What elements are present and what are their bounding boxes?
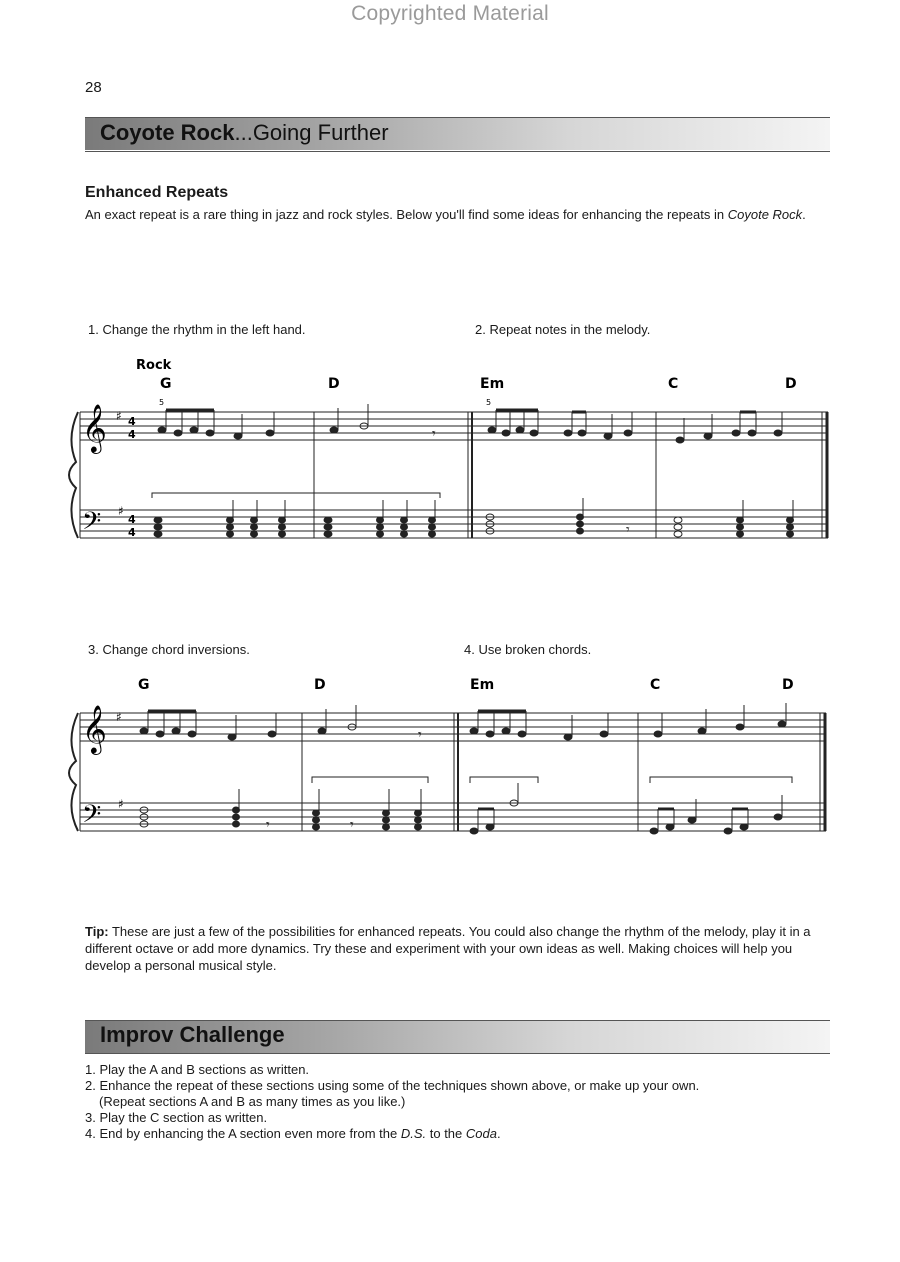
list-item [85, 1094, 825, 1110]
section-title [100, 120, 389, 146]
bass-staff [80, 803, 826, 831]
key-sharp-icon: ♯ [116, 409, 122, 423]
time-signature-bottom: 4 [128, 526, 136, 539]
fingering-number: 5 [486, 398, 492, 407]
barlines [302, 713, 825, 831]
intro-end: . [802, 207, 806, 222]
list-item [85, 1110, 825, 1126]
grand-staff-brace [69, 713, 78, 831]
intro-text: An exact repeat is a rare thing in jazz and rock styles. Below you'll find some ideas for enhancing the repeats in [85, 207, 728, 222]
list-item [85, 1126, 825, 1142]
step-text: (Repeat sections A and B as many times as you like.) [99, 1094, 406, 1109]
chord-symbol: D [328, 376, 340, 392]
banner-rule-top [85, 117, 830, 118]
banner-rule-bottom [85, 1053, 830, 1054]
step-number: 1. [85, 1062, 96, 1077]
enhanced-repeats-heading: Enhanced Repeats [85, 184, 229, 201]
grand-staff-brace [69, 412, 78, 538]
fingering-number: 5 [159, 398, 165, 407]
step-text: End by enhancing the A section even more from the [99, 1126, 401, 1141]
intro-title-italic: Coyote Rock [727, 207, 803, 222]
music-system-2 [60, 665, 840, 860]
chord-symbol: C [668, 376, 679, 392]
improv-challenge-title: Improv Challenge [100, 1022, 285, 1047]
bass-staff [80, 510, 828, 538]
banner-rule-bottom [85, 151, 830, 152]
bracket-line [312, 777, 792, 783]
chord-symbol: Em [470, 677, 495, 693]
tempo-marking: Rock [136, 358, 172, 373]
step-number: 3. [85, 1110, 96, 1125]
chord-symbol: D [785, 376, 797, 392]
banner-rule-top [85, 1020, 830, 1021]
step-text: Play the A and B sections as written. [99, 1062, 310, 1077]
chord-symbol: Em [480, 376, 505, 392]
step-coda-italic: Coda [465, 1126, 497, 1141]
intro-paragraph [85, 206, 825, 223]
example-4-caption: 4. Use broken chords. [464, 642, 592, 657]
section-title-rest: ...Going Further [234, 120, 389, 145]
step-ds-italic: D.S. [400, 1126, 427, 1141]
rest-icon: 𝄾 [418, 727, 422, 743]
tip-paragraph [85, 923, 825, 974]
bass-clef-icon: 𝄢 [82, 800, 102, 835]
list-item [85, 1062, 825, 1078]
example-3-caption: 3. Change chord inversions. [88, 642, 250, 657]
example-1-caption: 1. Change the rhythm in the left hand. [88, 322, 306, 337]
key-sharp-icon: ♯ [118, 504, 124, 518]
rest-icon: 𝄾 [626, 522, 630, 538]
step-text: Play the C section as written. [99, 1110, 268, 1125]
treble-clef-icon: 𝄞 [82, 704, 107, 753]
music-system-1 [60, 350, 840, 560]
chord-symbol: G [160, 376, 172, 392]
example-2-caption: 2. Repeat notes in the melody. [475, 322, 651, 337]
copyright-watermark: Copyrighted Material [351, 2, 549, 25]
chord-symbol: C [650, 677, 661, 693]
list-item [85, 1078, 825, 1094]
step-text: Enhance the repeat of these sections using some of the techniques shown above, or make up your own. [99, 1078, 700, 1093]
treble-clef-icon: 𝄞 [82, 403, 107, 452]
step-number: 2. [85, 1078, 96, 1093]
chord-symbol: G [138, 677, 150, 693]
bass-clef-icon: 𝄢 [82, 507, 102, 542]
chord-symbol: D [314, 677, 326, 693]
step-text-mid: to the [426, 1126, 466, 1141]
rest-icon: 𝄾 [266, 817, 270, 833]
tip-text: These are just a few of the possibilities for enhanced repeats. You could also change the rhythm of the melody, play it in a different octave or add more dynamics. Try these and experiment with your own ideas as well. Making choices will help you develop a personal musical style. [85, 924, 811, 973]
key-sharp-icon: ♯ [118, 797, 124, 811]
treble-staff [80, 412, 828, 440]
section-title-bold: Coyote Rock [100, 120, 235, 145]
step-number: 4. [85, 1126, 96, 1141]
rest-icon: 𝄾 [350, 817, 354, 833]
rest-icon: 𝄾 [432, 426, 436, 442]
treble-notes [158, 404, 782, 443]
page-number: 28 [85, 79, 102, 96]
bass-chords [140, 783, 782, 834]
time-signature-top: 4 [128, 415, 136, 428]
step-text-end: . [496, 1126, 501, 1141]
bracket-line [152, 493, 440, 498]
tip-label: Tip: [85, 924, 109, 939]
chord-symbol: D [782, 677, 794, 693]
key-sharp-icon: ♯ [116, 710, 122, 724]
time-signature-bottom: 4 [128, 428, 136, 441]
improv-steps-list [85, 1062, 825, 1142]
time-signature-top: 4 [128, 513, 136, 526]
